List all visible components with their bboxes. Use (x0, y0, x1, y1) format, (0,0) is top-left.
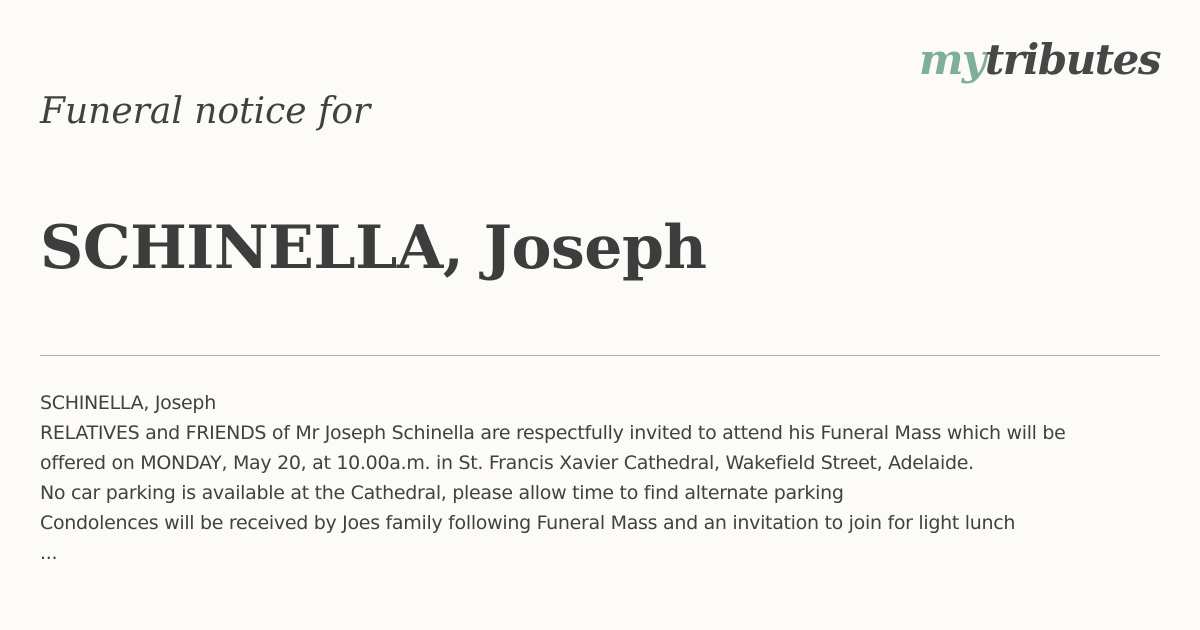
notice-text (40, 388, 1160, 568)
logo-tributes: tributes (984, 35, 1160, 84)
deceased-name: SCHINELLA, Joseph (40, 213, 707, 283)
mytributes-logo (919, 30, 1160, 90)
logo-my: my (918, 35, 985, 84)
notice-line: No car parking is available at the Cathedral, please allow time to find alternate parking (40, 482, 844, 504)
notice-ellipsis: ... (40, 542, 58, 564)
notice-line: SCHINELLA, Joseph (40, 392, 216, 414)
notice-line: Condolences will be received by Joes family following Funeral Mass and an invitation to join for light lunch (40, 512, 1016, 534)
divider (40, 355, 1160, 356)
notice-line: RELATIVES and FRIENDS of Mr Joseph Schinella are respectfully invited to attend his Funeral Mass which will be (40, 422, 1066, 444)
page-subtitle: Funeral notice for (40, 91, 371, 132)
notice-line: offered on MONDAY, May 20, at 10.00a.m. in St. Francis Xavier Cathedral, Wakefield Street, Adelaide. (40, 452, 974, 474)
